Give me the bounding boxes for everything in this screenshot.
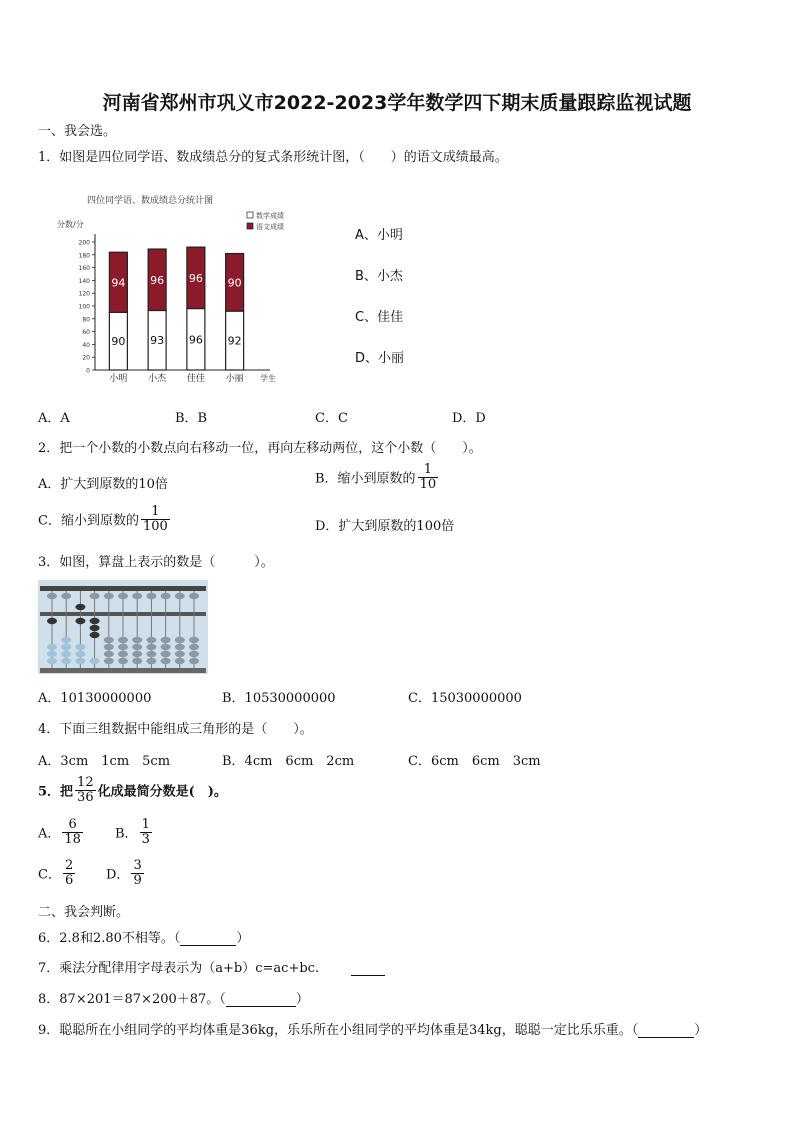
q8-text: 8．87×201＝87×200＋87。（ xyxy=(38,992,226,1007)
q5-fraction: $\frac{12}{36}$ xyxy=(77,775,94,805)
chart-y-tick-label: 80 xyxy=(82,316,90,324)
question-5-text xyxy=(38,776,227,804)
q9-close: ） xyxy=(694,1023,708,1038)
q3-option-a[interactable]: A．10130000000 xyxy=(38,691,152,706)
abacus-bead xyxy=(146,658,156,664)
abacus-bead xyxy=(161,637,171,643)
chart-y-tick-label: 60 xyxy=(82,329,90,337)
abacus-bead xyxy=(90,632,100,638)
abacus-bead xyxy=(132,593,142,599)
abacus-bead xyxy=(75,651,85,657)
q4-option-b[interactable]: B．4cm 6cm 2cm xyxy=(222,754,355,769)
abacus-bead xyxy=(146,637,156,643)
chart-y-tick-label: 100 xyxy=(78,303,90,311)
q1-side-choice-c: C、佳佳 xyxy=(355,310,404,325)
abacus-bead xyxy=(61,593,71,599)
q4-option-c[interactable]: C．6cm 6cm 3cm xyxy=(408,754,541,769)
q5-option-a-label: A． xyxy=(38,826,61,842)
chart-bar-value-label: 90 xyxy=(111,335,126,349)
abacus-bead xyxy=(104,644,114,650)
q2-option-c-fraction: $\frac{1}{100}$ xyxy=(142,504,168,534)
chart-legend-swatch xyxy=(247,212,253,218)
abacus-bead xyxy=(161,593,171,599)
q5-option-c-fraction: $\frac{2}{6}$ xyxy=(64,858,74,888)
q6-close: ） xyxy=(236,931,250,946)
abacus-bead xyxy=(61,644,71,650)
abacus-bead xyxy=(118,658,128,664)
chart-bar-value-label: 96 xyxy=(188,333,203,347)
abacus-bead xyxy=(118,593,128,599)
chart-category-label: 小丽 xyxy=(225,374,244,384)
q5-option-c[interactable] xyxy=(38,859,77,887)
abacus-bead xyxy=(47,658,57,664)
chart-y-tick-label: 180 xyxy=(78,252,90,260)
abacus-bead xyxy=(146,593,156,599)
chart-legend-label: 语文成绩 xyxy=(256,223,284,231)
chart-y-label: 分数/分 xyxy=(57,220,84,229)
q4-option-a[interactable]: A．3cm 1cm 5cm xyxy=(38,754,171,769)
q1-option-c[interactable]: C．C xyxy=(315,411,348,426)
bar-chart xyxy=(55,190,295,390)
q5-option-a[interactable] xyxy=(38,818,85,846)
abacus-bead xyxy=(132,637,142,643)
question-6 xyxy=(38,927,249,946)
abacus-bead xyxy=(47,651,57,657)
q2-option-d[interactable]: D．扩大到原数的100倍 xyxy=(315,519,455,534)
page-title: 河南省郑州市巩义市2022-2023学年数学四下期末质量跟踪监视试题 xyxy=(102,92,692,114)
chart-legend-swatch xyxy=(247,223,253,229)
chart-y-tick-label: 140 xyxy=(78,277,90,285)
abacus-bead xyxy=(90,625,100,631)
q2-option-b-label: B．缩小到原数的 xyxy=(315,471,416,487)
abacus-bottom-frame xyxy=(40,668,206,673)
abacus-bead xyxy=(90,658,100,664)
abacus-bead xyxy=(118,644,128,650)
q5-prefix: 5．把 xyxy=(38,784,74,800)
abacus-bead xyxy=(132,658,142,664)
q1-side-choice-b: B、小杰 xyxy=(355,269,403,284)
chart-y-tick-label: 160 xyxy=(78,265,90,273)
q1-option-d[interactable]: D．D xyxy=(452,411,486,426)
q1-option-a[interactable]: A．A xyxy=(38,411,70,426)
abacus-bead xyxy=(104,593,114,599)
q2-option-c-label: C．缩小到原数的 xyxy=(38,513,139,529)
abacus-bead xyxy=(175,593,185,599)
abacus-bead xyxy=(75,644,85,650)
q9-text: 9．聪聪所在小组同学的平均体重是36kg，乐乐所在小组同学的平均体重是34kg，聪聪一定比乐乐重。（ xyxy=(38,1023,639,1038)
q9-answer-blank[interactable] xyxy=(638,1037,694,1038)
abacus-bead xyxy=(118,651,128,657)
chart-bar-value-label: 96 xyxy=(188,271,203,285)
chart-y-tick-label: 200 xyxy=(78,239,90,247)
q7-answer-blank[interactable] xyxy=(351,975,385,976)
chart-bar-value-label: 94 xyxy=(111,276,126,290)
q5-option-b-fraction: $\frac{1}{3}$ xyxy=(141,817,150,847)
chart-category-label: 小杰 xyxy=(148,374,167,384)
abacus-bead xyxy=(75,658,85,664)
abacus-bead xyxy=(47,593,57,599)
chart-category-label: 小明 xyxy=(109,374,128,384)
q2-option-b[interactable] xyxy=(315,463,440,491)
abacus-bead xyxy=(161,644,171,650)
chart-y-tick-label: 40 xyxy=(82,341,90,349)
question-9 xyxy=(38,1019,707,1038)
abacus-bead xyxy=(90,593,100,599)
abacus-bead xyxy=(61,637,71,643)
abacus-bead xyxy=(75,618,85,624)
abacus-bead xyxy=(189,637,199,643)
abacus-bead xyxy=(175,637,185,643)
q8-answer-blank[interactable] xyxy=(226,1006,296,1007)
abacus-bead xyxy=(132,644,142,650)
q5-option-d-label: D． xyxy=(106,867,130,883)
abacus-bead xyxy=(104,651,114,657)
q5-option-b-label: B． xyxy=(115,826,138,842)
q5-option-c-label: C． xyxy=(38,867,61,883)
chart-y-tick-label: 0 xyxy=(86,367,90,375)
q7-text: 7．乘法分配律用字母表示为（a+b）c=ac+bc. xyxy=(38,961,320,976)
abacus-bead xyxy=(175,658,185,664)
abacus-top-frame xyxy=(40,586,206,591)
chart-bar-value-label: 92 xyxy=(227,334,242,348)
question-3-text: 3．如图，算盘上表示的数是（ ）。 xyxy=(38,555,274,570)
chart-category-label: 佳佳 xyxy=(186,374,205,384)
q1-option-b[interactable]: B．B xyxy=(175,411,208,426)
section-heading-2: 二、我会判断。 xyxy=(38,905,130,920)
section-heading-1: 一、我会选。 xyxy=(38,124,117,139)
q5-option-a-fraction: $\frac{6}{18}$ xyxy=(64,817,81,847)
chart-y-tick-label: 20 xyxy=(82,354,90,362)
q3-option-b[interactable]: B．10530000000 xyxy=(222,691,336,706)
q5-option-b[interactable] xyxy=(115,818,154,846)
chart-x-label: 学生 xyxy=(260,374,276,383)
q1-side-choice-a: A、小明 xyxy=(355,228,403,243)
abacus-bead xyxy=(161,658,171,664)
chart-bar-value-label: 96 xyxy=(150,273,165,287)
q2-option-a[interactable]: A．扩大到原数的10倍 xyxy=(38,477,168,492)
abacus-bead xyxy=(175,644,185,650)
abacus-bead xyxy=(189,651,199,657)
abacus-bead xyxy=(47,644,57,650)
question-4-text: 4．下面三组数据中能组成三角形的是（ ）。 xyxy=(38,722,313,737)
abacus-bead xyxy=(90,618,100,624)
q3-option-c[interactable]: C．15030000000 xyxy=(408,691,522,706)
q2-option-c[interactable] xyxy=(38,505,172,533)
abacus-bead xyxy=(47,618,57,624)
abacus-bead xyxy=(132,651,142,657)
question-2-text: 2．把一个小数的小数点向右移动一位，再向左移动两位，这个小数（ ）。 xyxy=(38,441,482,456)
abacus-bead xyxy=(161,651,171,657)
q6-text: 6．2.8和2.80不相等。（ xyxy=(38,931,181,946)
q2-option-b-fraction: $\frac{1}{10}$ xyxy=(419,462,437,492)
chart-bar-value-label: 90 xyxy=(227,276,242,290)
abacus-bead xyxy=(104,637,114,643)
question-7 xyxy=(38,957,385,976)
abacus-bead xyxy=(75,604,85,610)
q5-option-d-fraction: $\frac{3}{9}$ xyxy=(133,858,142,888)
chart-title: 四位同学语、数成绩总分统计图 xyxy=(87,196,214,206)
abacus-bead xyxy=(189,658,199,664)
abacus-bead xyxy=(61,651,71,657)
abacus-bead xyxy=(118,637,128,643)
question-1-text: 1．如图是四位同学语、数成绩总分的复式条形统计图，（ ）的语文成绩最高。 xyxy=(38,150,508,165)
abacus-bead xyxy=(189,644,199,650)
abacus-image xyxy=(38,580,208,674)
question-8 xyxy=(38,988,309,1007)
q6-answer-blank[interactable] xyxy=(180,945,236,946)
abacus-bead xyxy=(189,593,199,599)
abacus-bead xyxy=(104,658,114,664)
q5-option-d[interactable] xyxy=(106,859,146,887)
q1-side-choice-d: D、小丽 xyxy=(355,351,405,366)
chart-bar-value-label: 93 xyxy=(150,334,165,348)
abacus-bead xyxy=(61,658,71,664)
abacus-bead xyxy=(146,644,156,650)
abacus-bead xyxy=(146,651,156,657)
chart-legend-label: 数学成绩 xyxy=(256,212,284,220)
chart-y-tick-label: 120 xyxy=(78,290,90,298)
abacus-bead xyxy=(175,651,185,657)
q5-suffix: 化成最简分数是( )。 xyxy=(97,784,227,800)
q8-close: ） xyxy=(295,992,309,1007)
